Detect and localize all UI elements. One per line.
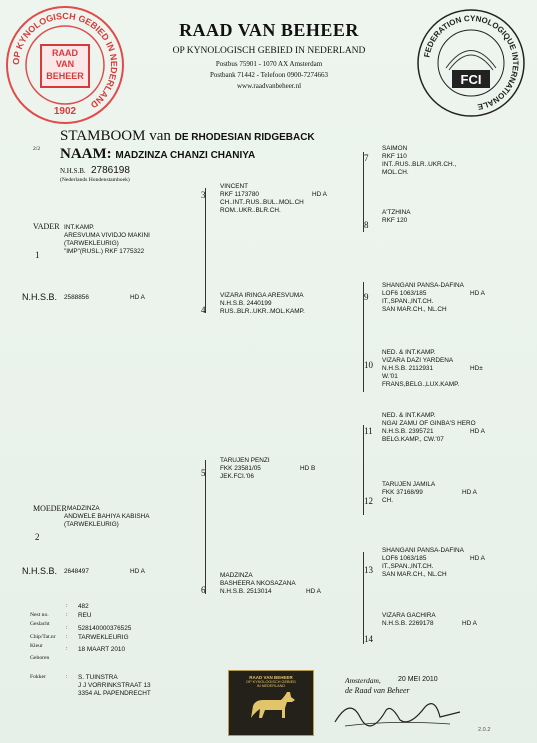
gen2-line: BASHEERA NKOSAZANA <box>220 580 296 587</box>
detail-row: Nest no. : 482 <box>30 603 89 618</box>
detail-row: Geboren : 18 MAART 2010 <box>30 646 126 661</box>
dog-icon <box>229 688 313 728</box>
gen3-line: VIZARA GACHIRA <box>382 612 436 619</box>
nhsb-value: 2786198 <box>91 165 130 176</box>
dam-info <box>64 513 194 529</box>
detail-value: TARWEKLEURIG <box>78 634 129 641</box>
fci-ring-text: FEDERATION CYNOLOGIQUE INTERNATIONALE <box>422 13 521 112</box>
gen2-line: CH..INT..RUS..BUL..MOL.CH <box>220 199 304 206</box>
detail-row: Geslacht : REU <box>30 612 92 627</box>
detail-label: Geslacht <box>30 621 50 627</box>
gen3-entry <box>382 209 532 225</box>
stamp-line: RAAD VAN BEHEER <box>249 675 293 680</box>
gen2-line: ROM..UKR..BLR.CH. <box>220 207 281 214</box>
detail-label: Kleur <box>30 643 43 649</box>
gen3-num: 7 <box>364 153 369 163</box>
stamboom-label <box>60 128 315 145</box>
gen3-line: LOF6 1063/185 HD A <box>382 290 485 297</box>
detail-value: 18 MAART 2010 <box>78 646 126 653</box>
gen3-line: NGAI ZAMU OF GINBA'S HERO <box>382 420 476 427</box>
sire-number: 1 <box>35 250 40 260</box>
gen3-num: 9 <box>364 292 369 302</box>
gen2-line: N.H.S.B. 2440199 <box>220 300 272 307</box>
dam-label: MOEDER <box>33 504 67 513</box>
gen3-line: SHANGANI PANSA-DAFINA <box>382 282 464 289</box>
stamp-line: IN NEDERLAND <box>256 684 286 688</box>
gen2-num: 4 <box>201 305 206 315</box>
seal-left-line2: VAN <box>55 59 75 69</box>
fokker-label: Fokker <box>30 674 46 680</box>
gen3-entry <box>382 412 532 444</box>
gen3-line: N.H.S.B. 2395721 HD A <box>382 428 485 435</box>
name-row <box>60 146 255 163</box>
gen3-line: LOF6 1063/185 HD A <box>382 555 485 562</box>
dam-line: (TARWEKLEURIG) <box>64 521 119 528</box>
gen2-line: VINCENT <box>220 183 249 190</box>
form-code: 2.0.2 <box>478 727 491 733</box>
gen3-entry <box>382 612 532 628</box>
gen2-line: RKF 1173780 HD A <box>220 191 327 198</box>
naam-label: NAAM: <box>60 146 112 162</box>
sire-line: INT.KAMP. <box>64 224 95 231</box>
gen3-line: IT.,SPAN.,INT.CH. <box>382 563 434 570</box>
gen2-line: FKK 23581/05 HD B <box>220 465 316 472</box>
gen2-line: MADZINZA <box>220 572 253 579</box>
sign-place: Amsterdam, <box>345 676 381 685</box>
gen3-num: 14 <box>364 634 373 644</box>
gen3-line: IT.,SPAN.,INT.CH. <box>382 298 434 305</box>
gen2-entry <box>220 457 360 481</box>
sire-hd: HD A <box>130 294 145 301</box>
dog-name: MADZINZA CHANZI CHANIYA <box>115 150 256 161</box>
fokker-line: J J VORRINKSTRAAT 13 <box>78 682 151 689</box>
gen3-line: W.'01 <box>382 373 398 380</box>
fokker-line: 3354 AL PAPENDRECHT <box>78 690 151 697</box>
gen3-entry <box>382 349 532 389</box>
detail-label: Chip/Tat.nr <box>30 634 56 640</box>
breed: DE RHODESIAN RIDGEBACK <box>174 132 315 143</box>
gen2-entry <box>220 292 360 316</box>
dam-number: 2 <box>35 532 40 542</box>
gen3-line: BELG.KAMP., CW.'07 <box>382 436 444 443</box>
nhsb-note: (Nederlands Hondenstamboek) <box>60 177 130 183</box>
fci-center: FCI <box>460 72 482 87</box>
gen3-line: N.H.S.B. 2112931 HD± <box>382 365 483 372</box>
gen3-num: 13 <box>364 565 373 575</box>
gen2-line: VIZARA IRINGA ARESVUMA <box>220 292 304 299</box>
sire-nhsb: 2588856 <box>64 294 89 301</box>
org-name: RAAD VAN BEHEER <box>179 20 359 40</box>
gen3-line: NED. & INT.KAMP. <box>382 412 436 419</box>
gen2-entry <box>220 183 360 215</box>
raad-van-beheer-seal <box>4 4 126 126</box>
dam-nhsb-label: N.H.S.B. <box>22 566 58 576</box>
gen3-line: SAN MAR.CH., NL.CH <box>382 306 447 313</box>
sign-date: 20 MEI 2010 <box>398 676 438 683</box>
gen3-num: 11 <box>364 426 373 436</box>
gen3-line: N.H.S.B. 2269178 HD A <box>382 620 477 627</box>
org-address1: Postbus 75901 - 1070 AX Amsterdam <box>215 60 323 68</box>
gen2-line: JEK.FCI.'06 <box>220 473 254 480</box>
sire-line: ARESVUMA VIVIDJO MAKINI <box>64 232 150 239</box>
gen3-line: CH. <box>382 497 394 504</box>
gen3-line: RKF 110 <box>382 153 407 160</box>
gen3-line: FRANS,BELG.,LUX.KAMP. <box>382 381 460 388</box>
gen3-line: TARUJEN JAMILA <box>382 481 436 488</box>
gen2-num: 6 <box>201 585 206 595</box>
seal-left-year: 1902 <box>53 106 77 117</box>
dam-nhsb: 2648497 <box>64 568 89 575</box>
sire-nhsb-label: N.H.S.B. <box>22 292 58 302</box>
gen3-line: FKK 37168/99 HD A <box>382 489 477 496</box>
org-address2: Postbank 71442 - Telefoon 0900-7274663 <box>210 71 328 79</box>
signed-by: de Raad van Beheer <box>345 686 410 695</box>
gen3-entry <box>382 282 532 314</box>
gen3-entry <box>382 145 532 177</box>
dam-line: ANDWELE BAHIYA KABISHA <box>64 513 150 520</box>
gen3-num: 12 <box>364 496 373 506</box>
sire-line: "IMP"(RUSL.) RKF 1775322 <box>64 248 145 255</box>
gen3-line: NED. & INT.KAMP. <box>382 349 436 356</box>
detail-value: 528140000376525 <box>78 625 132 632</box>
page-number: 2/2 <box>33 146 41 152</box>
gen3-entry <box>382 547 532 579</box>
gen2-entry <box>220 572 360 596</box>
detail-row: Kleur : TARWEKLEURIG <box>30 634 129 649</box>
seal-left-ring-text: OP KYNOLOGISCH GEBIED IN NEDERLAND <box>10 10 120 111</box>
org-website: www.raadvanbeheer.nl <box>236 82 302 90</box>
detail-row: Chip/Tat.nr : 528140000376525 <box>30 625 132 640</box>
stamp-line: OP KYNOLOGISCH GEBIED <box>246 680 296 684</box>
nhsb-label: N.H.S.B. <box>60 167 86 175</box>
gen3-num: 8 <box>364 220 369 230</box>
org-subtitle: OP KYNOLOGISCH GEBIED IN NEDERLAND <box>172 46 366 56</box>
gen3-line: A'TZHINA <box>382 209 411 216</box>
fokker-colon: : <box>66 674 68 680</box>
gen3-line: MOL.CH. <box>382 169 409 176</box>
gen3-entry <box>382 481 532 505</box>
sire-info <box>64 224 194 256</box>
dam-first: MADZINZA <box>67 505 100 512</box>
stamboom-text: STAMBOOM van <box>60 128 171 144</box>
gen3-line: RKF 120 <box>382 217 408 224</box>
fokker-info <box>78 674 151 698</box>
dam-hd: HD A <box>130 568 145 575</box>
gen2-line: TARUJEN PENZI <box>220 457 270 464</box>
gen3-line: INT..RUS..BLR..UKR.CH., <box>382 161 457 168</box>
gen2-num: 3 <box>201 190 206 200</box>
gen2-line: N.H.S.B. 2513014 HD A <box>220 588 321 595</box>
gen3-line: SHANGANI PANSA-DAFINA <box>382 547 464 554</box>
seal-left-line1: RAAD <box>52 48 78 58</box>
detail-label: Nest no. <box>30 612 49 618</box>
detail-value: 482 <box>78 603 89 610</box>
fokker-line: S. TUINSTRA <box>78 674 118 681</box>
fci-seal <box>416 8 526 118</box>
seal-left-line3: BEHEER <box>46 71 84 81</box>
sire-label: VADER <box>33 222 60 231</box>
gen3-line: SAN MAR.CH., NL.CH <box>382 571 447 578</box>
gen3-num: 10 <box>364 360 373 370</box>
gen2-num: 5 <box>201 468 206 478</box>
detail-value: REU <box>78 612 92 619</box>
gen2-line: RUS..BLR..UKR..MOL.KAMP. <box>220 308 305 315</box>
official-stamp <box>228 670 314 736</box>
gen3-line: SAIMON <box>382 145 408 152</box>
sire-line: (TARWEKLEURIG) <box>64 240 119 247</box>
detail-label: Geboren <box>30 655 50 661</box>
details-block <box>30 603 200 661</box>
gen3-line: VIZARA DAZI YARDENA <box>382 357 454 364</box>
signature <box>330 692 470 732</box>
